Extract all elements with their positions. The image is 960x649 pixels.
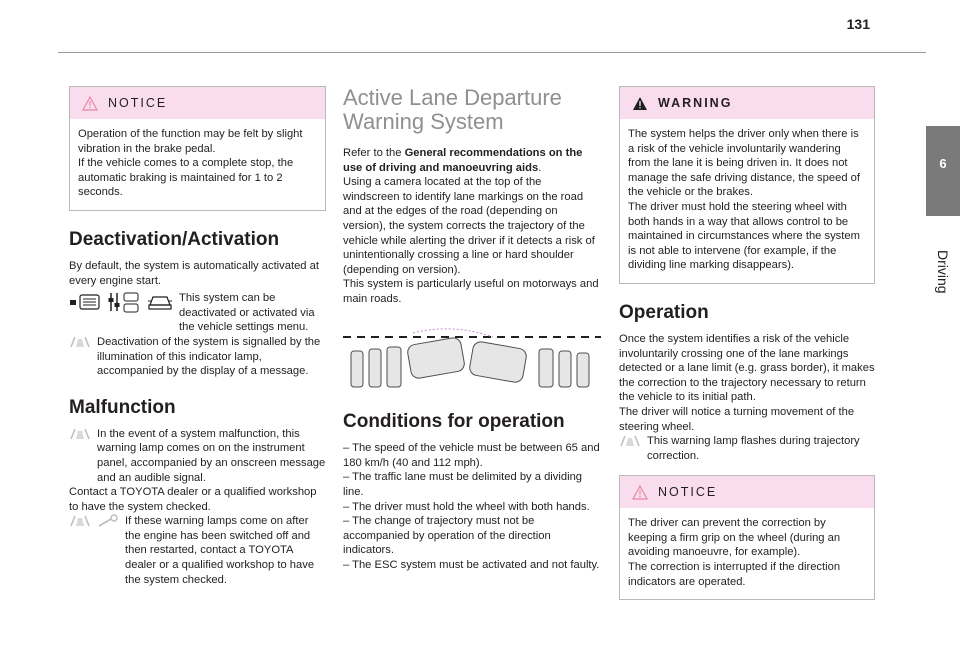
paragraph: This system is particularly useful on motorways and main roads. — [343, 278, 599, 305]
intro-prefix: Refer to the — [343, 147, 405, 159]
page-number: 131 — [846, 16, 870, 32]
driving-aids-settings-icon — [107, 291, 141, 313]
top-rule — [58, 52, 926, 53]
warning-title: WARNING — [658, 95, 733, 110]
section-title-lane-departure: Active Lane Departure Warning System — [343, 85, 562, 134]
paragraph: Contact a TOYOTA dealer or a qualified workshop to have the system checked. — [69, 486, 317, 513]
notice-header — [620, 476, 874, 508]
lane-departure-lamp-icon — [69, 427, 91, 441]
list-item: – The traffic lane must be delimited by a dividing line. — [343, 471, 583, 498]
lane-correction-illustration — [343, 321, 601, 391]
lane-departure-lamp-icon — [69, 335, 91, 349]
list-item: – The change of trajectory must not be accompanied by operation of the direction indicators. — [343, 515, 551, 557]
indicator-lamp-row — [69, 335, 326, 379]
warning-header — [620, 87, 874, 119]
list-item: – The ESC system must be activated and not faulty. — [343, 558, 600, 571]
paragraph: Using a camera located at the top of the windscreen to identify lane markings on the road and at the edges of the road (depending on version), the system corrects the trajectory of the vehicle while alerting the driver if it detects a risk of unintentionally crossing a line or hard shoulder (depending on version). — [343, 176, 595, 276]
lane-departure-lamp-icon — [69, 514, 91, 528]
paragraph: By default, the system is automatically activated at every engine start. — [69, 259, 319, 287]
notice-box — [619, 475, 875, 600]
paragraph: In the event of a system malfunction, this warning lamp comes on on the instrument panel, accompanied by an onscreen message and an audible signal. — [97, 427, 326, 484]
conditions-list — [343, 441, 601, 572]
list-item: – The speed of the vehicle must be between 65 and 180 km/h (40 and 112 mph). — [343, 442, 600, 469]
notice-header — [70, 87, 325, 119]
screen-menu-icon — [69, 291, 101, 313]
intro-link[interactable]: General recommendations on the use of driving and manoeuvring aids — [343, 147, 583, 174]
notice-title: NOTICE — [658, 484, 718, 499]
intro-paragraph — [343, 146, 601, 175]
column-right — [619, 86, 875, 616]
notice-text: The driver can prevent the correction by keeping a firm grip on the wheel (during an avoiding manoeuvre, for example). — [628, 517, 841, 559]
paragraph: This system can be deactivated or activated via the vehicle settings menu. — [179, 292, 315, 334]
chapter-label — [926, 246, 960, 326]
notice-title: NOTICE — [108, 95, 168, 110]
malfunction-lamp-row — [69, 427, 326, 485]
column-left — [69, 86, 326, 587]
section-title-conditions: Conditions for operation — [343, 411, 565, 433]
paragraph: Deactivation of the system is signalled by the illumination of this indicator lamp, accompanied by the display of a message. — [97, 335, 321, 378]
notice-box — [69, 86, 326, 211]
list-item: – The driver must hold the wheel with both hands. — [343, 500, 590, 513]
lane-departure-lamp-icon — [619, 434, 641, 448]
car-icon — [147, 291, 173, 313]
notice-text: The correction is interrupted if the direction indicators are operated. — [628, 561, 841, 588]
section-title-deactivation: Deactivation/Activation — [69, 228, 280, 250]
section-title-malfunction: Malfunction — [69, 396, 176, 418]
notice-text: Operation of the function may be felt by slight vibration in the brake pedal. — [78, 128, 303, 155]
section-title-operation: Operation — [619, 301, 709, 323]
service-wrench-icon — [97, 514, 119, 528]
warning-box — [619, 86, 875, 284]
chapter-label-text: Driving — [935, 250, 951, 294]
notice-text: If the vehicle comes to a complete stop, the automatic braking is maintained for 1 to 2 seconds. — [78, 157, 294, 199]
column-middle — [343, 86, 601, 572]
chapter-tab[interactable] — [926, 126, 960, 216]
paragraph: If these warning lamps come on after the engine has been switched off and then restarted, contact a TOYOTA dealer or a qualified workshop to have the system checked. — [125, 515, 315, 586]
flashing-lamp-row — [619, 434, 875, 463]
warning-triangle-icon — [632, 96, 648, 111]
warning-triangle-icon — [632, 485, 648, 500]
warning-text: The driver must hold the steering wheel with both hands in a way that allows control to be maintained in circumstances where the system is not able to intervene (for example, if the dividing line marking disappears). — [628, 200, 860, 272]
paragraph: This warning lamp flashes during trajectory correction. — [647, 435, 860, 462]
warning-triangle-icon — [82, 96, 98, 111]
paragraph: The driver will notice a turning movement of the steering wheel. — [619, 405, 855, 433]
settings-icons-row — [69, 291, 326, 335]
warning-text: The system helps the driver only when there is a risk of the vehicle involuntarily wandering from the lane it is being driven in. It does not manage the safe driving distance, the speed of the vehicle or the brakes. — [628, 128, 860, 199]
chapter-number: 6 — [939, 156, 947, 171]
paragraph: Once the system identifies a risk of the vehicle involuntarily crossing one of the lane markings detected or a lane limit (e.g. grass border), it makes the correction to the trajectory necessary to return the vehicle to its initial path. — [619, 332, 875, 404]
intro-suffix: . — [538, 161, 542, 174]
warning-lamps-row — [69, 514, 326, 587]
